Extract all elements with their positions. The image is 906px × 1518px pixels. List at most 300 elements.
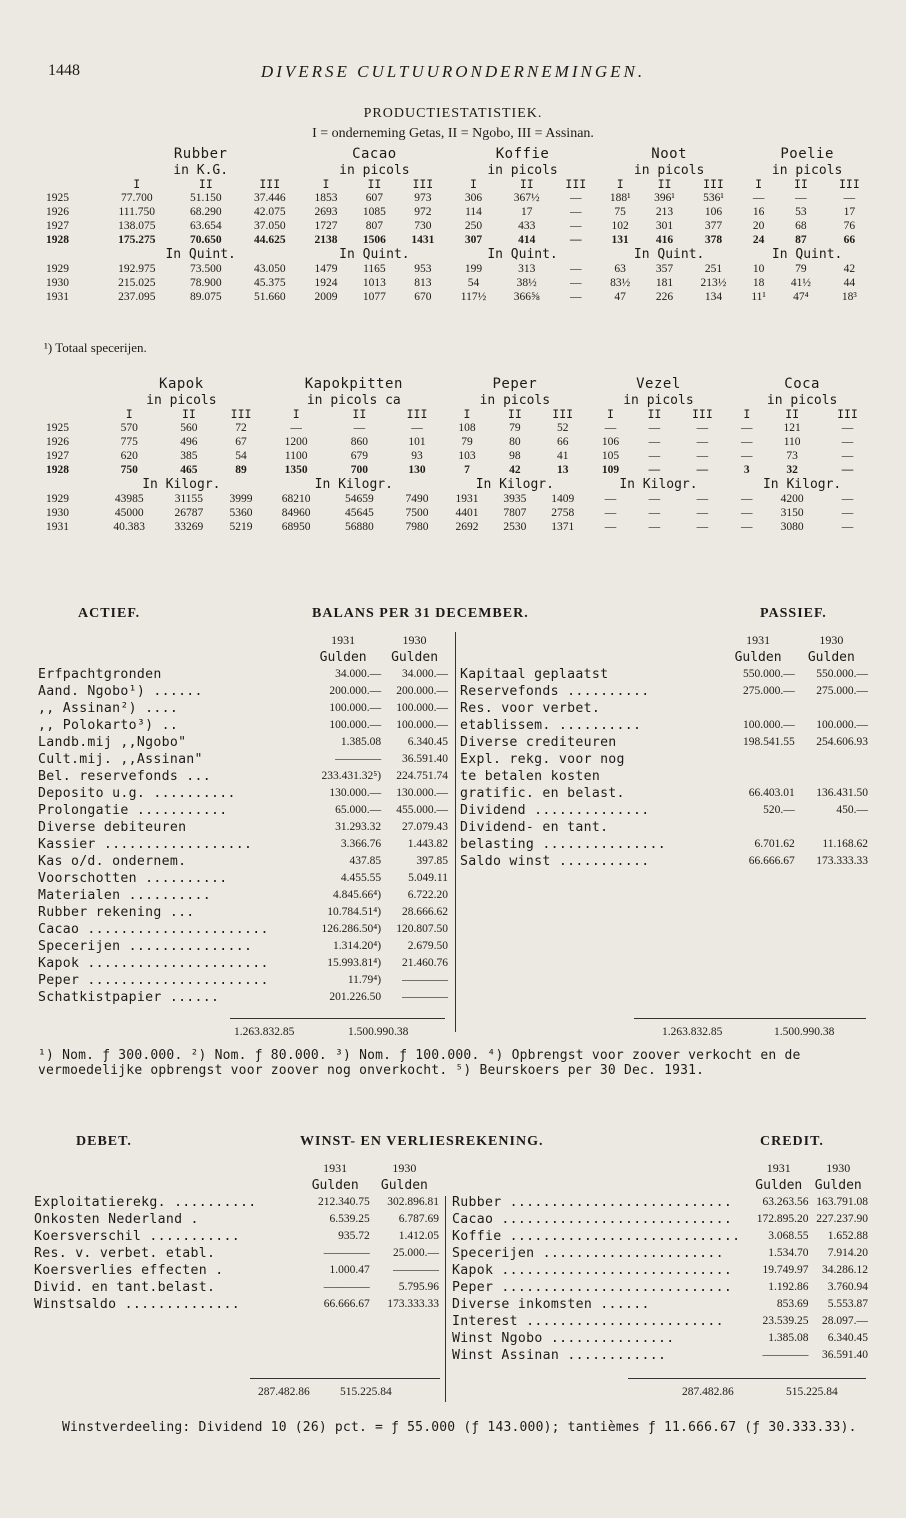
item-label: Bel. reservefonds ... bbox=[38, 769, 212, 784]
value-1930: 200.000.— bbox=[396, 685, 448, 697]
currency-header: Gulden bbox=[807, 650, 855, 665]
passief-row bbox=[460, 717, 868, 734]
value-cell: — bbox=[570, 192, 582, 205]
credit-label: CREDIT. bbox=[760, 1134, 824, 1149]
item-label: Kapitaal geplaatst bbox=[460, 667, 609, 682]
value-cell: 47 bbox=[614, 290, 626, 303]
value-cell: 1077 bbox=[362, 290, 386, 303]
value-1930: 163.791.08 bbox=[816, 1196, 868, 1208]
currency-header: Gulden bbox=[391, 650, 439, 665]
value-cell: — bbox=[841, 492, 854, 505]
spacer-cell bbox=[452, 1160, 749, 1177]
value-1930: 34.286.12 bbox=[822, 1264, 868, 1276]
year-header-row bbox=[38, 632, 448, 649]
crop-unit: in picols bbox=[146, 392, 217, 408]
passief-label: PASSIEF. bbox=[760, 606, 827, 621]
value-1930: 173.333.33 bbox=[816, 855, 868, 867]
currency-header-row bbox=[460, 649, 868, 666]
value-1931: 437.85 bbox=[349, 855, 382, 867]
running-title: DIVERSE CULTUURONDERNEMINGEN. bbox=[260, 62, 646, 81]
spacer-cell bbox=[44, 146, 100, 163]
value-cell: 1506 bbox=[362, 233, 386, 246]
production-legend: I = onderneming Getas, II = Ngobo, III = Assinan. bbox=[312, 126, 594, 141]
value-cell: 51.660 bbox=[253, 290, 286, 303]
currency-header-row bbox=[34, 1177, 439, 1194]
actief-row bbox=[38, 700, 448, 717]
year-cell: 1929 bbox=[46, 492, 69, 505]
year-cell: 1929 bbox=[46, 262, 69, 275]
value-cell: — bbox=[570, 276, 582, 289]
value-1930: 11.168.62 bbox=[822, 838, 868, 850]
sub-header: I bbox=[125, 407, 133, 422]
value-1930: 100.000.— bbox=[396, 719, 448, 731]
value-cell: 114 bbox=[465, 205, 482, 218]
actief-row bbox=[38, 751, 448, 768]
item-label: Peper ...................... bbox=[38, 973, 269, 988]
actief-row bbox=[38, 785, 448, 802]
actief-total-rule bbox=[230, 1018, 445, 1019]
year-cell: 1927 bbox=[46, 219, 69, 232]
value-1930: 27.079.43 bbox=[402, 821, 448, 833]
value-cell: 2009 bbox=[314, 290, 338, 303]
spacer-cell bbox=[44, 163, 100, 179]
value-cell: — bbox=[841, 463, 854, 476]
item-label: ,, Polokarto³) .. bbox=[38, 718, 179, 733]
value-cell: 98 bbox=[509, 449, 521, 462]
value-1931: 3.366.76 bbox=[340, 838, 382, 850]
value-cell: — bbox=[570, 262, 582, 275]
value-cell: 80 bbox=[509, 435, 521, 448]
value-cell: 42 bbox=[509, 463, 521, 476]
debet-total-1931: 287.482.86 bbox=[258, 1386, 310, 1398]
value-cell: 620 bbox=[120, 449, 138, 462]
value-cell: — bbox=[795, 192, 807, 205]
value-1931: 4.845.66⁴) bbox=[333, 889, 382, 901]
value-cell: 51.150 bbox=[190, 192, 222, 205]
value-cell: 366⅝ bbox=[513, 290, 540, 303]
value-cell: 4401 bbox=[455, 506, 479, 519]
value-1930: 1.652.88 bbox=[827, 1230, 868, 1242]
item-label: Res. voor verbet. bbox=[460, 701, 601, 716]
sub-header: II bbox=[519, 177, 534, 192]
value-1930: 550.000.— bbox=[816, 668, 868, 680]
value-cell: 130 bbox=[408, 463, 426, 476]
value-cell: 102 bbox=[611, 219, 629, 232]
value-1931: 126.286.50⁴) bbox=[321, 923, 382, 935]
table-row bbox=[44, 192, 874, 206]
value-cell: — bbox=[741, 492, 753, 505]
value-1931: 550.000.— bbox=[742, 668, 795, 680]
crop-name: Coca bbox=[784, 376, 820, 392]
unit-change-label: In Kilogr. bbox=[142, 477, 221, 493]
item-label: gratific. en belast. bbox=[460, 786, 625, 801]
unit-row bbox=[44, 393, 874, 409]
balance-actief-table bbox=[38, 632, 448, 1006]
value-1930: 28.666.62 bbox=[402, 906, 448, 918]
value-cell: 17 bbox=[843, 205, 856, 218]
value-cell: 972 bbox=[414, 205, 432, 218]
value-cell: 105 bbox=[601, 449, 620, 462]
value-cell: 199 bbox=[464, 262, 483, 275]
value-cell: 89.075 bbox=[190, 290, 222, 303]
value-1930: 3.760.94 bbox=[827, 1281, 868, 1293]
value-cell: — bbox=[741, 435, 753, 448]
value-cell: — bbox=[648, 435, 661, 448]
passief-row bbox=[460, 751, 868, 768]
value-cell: — bbox=[648, 463, 661, 476]
item-label: Koersverschil ........... bbox=[34, 1229, 240, 1244]
value-cell: 103 bbox=[458, 449, 476, 462]
crop-unit: in K.G. bbox=[173, 162, 229, 178]
item-label: Cult.mij. ,,Assinan" bbox=[38, 752, 203, 767]
unit-change-label: In Quint. bbox=[633, 247, 705, 263]
value-cell: 1931 bbox=[455, 492, 479, 505]
spacer-cell bbox=[38, 632, 305, 649]
value-cell: 93 bbox=[411, 449, 423, 462]
value-cell: — bbox=[696, 449, 709, 462]
year-cell: 1927 bbox=[46, 449, 69, 462]
value-1931: 1.385.08 bbox=[768, 1332, 809, 1344]
value-cell: 42.075 bbox=[253, 205, 286, 218]
passief-total-1931: 1.263.832.85 bbox=[662, 1026, 723, 1038]
value-cell: 67 bbox=[235, 435, 247, 448]
value-cell: — bbox=[841, 422, 854, 435]
value-cell: 5360 bbox=[229, 506, 253, 519]
value-cell: 433 bbox=[518, 219, 536, 232]
crop-unit: in picols bbox=[771, 162, 843, 178]
value-cell: 53 bbox=[795, 205, 807, 218]
value-1930: 397.85 bbox=[416, 855, 448, 867]
table-row bbox=[44, 291, 874, 305]
actief-total-1931: 1.263.832.85 bbox=[234, 1026, 295, 1038]
value-1930: 455.000.— bbox=[396, 804, 448, 816]
value-cell: 313 bbox=[518, 262, 536, 275]
value-cell: — bbox=[696, 435, 709, 448]
debet-row bbox=[34, 1211, 439, 1228]
crop-name: Cacao bbox=[352, 146, 397, 162]
value-cell: 32 bbox=[786, 463, 798, 476]
value-cell: 213 bbox=[655, 205, 674, 218]
sub-header: II bbox=[657, 177, 672, 192]
value-cell: 1853 bbox=[314, 192, 338, 205]
value-cell: 18 bbox=[752, 276, 765, 289]
value-cell: 37.446 bbox=[253, 192, 286, 205]
debet-row bbox=[34, 1279, 439, 1296]
currency-header: Gulden bbox=[319, 650, 367, 665]
value-cell: 131 bbox=[611, 233, 629, 246]
value-1930: ———— bbox=[393, 1264, 439, 1276]
item-label: Expl. rekg. voor nog bbox=[460, 752, 625, 767]
value-cell: 41 bbox=[556, 449, 569, 462]
credit-row bbox=[452, 1228, 868, 1245]
value-cell: 3 bbox=[743, 463, 750, 476]
actief-row bbox=[38, 904, 448, 921]
value-1930: 6.340.45 bbox=[827, 1332, 868, 1344]
unit-change-label: In Quint. bbox=[487, 247, 558, 263]
value-1931 bbox=[721, 768, 794, 785]
value-cell: 33269 bbox=[174, 520, 204, 533]
sub-header: III bbox=[703, 177, 724, 192]
value-cell: 416 bbox=[655, 233, 674, 246]
page-number: 1448 bbox=[48, 62, 80, 79]
item-label: Aand. Ngobo¹) ...... bbox=[38, 684, 203, 699]
value-cell: 188¹ bbox=[609, 192, 631, 205]
value-cell: 73.500 bbox=[190, 262, 222, 275]
credit-row bbox=[452, 1347, 868, 1364]
item-label: Peper ............................ bbox=[452, 1280, 733, 1295]
actief-total-1930: 1.500.990.38 bbox=[348, 1026, 409, 1038]
credit-row bbox=[452, 1330, 868, 1347]
value-1931: 15.993.81⁴) bbox=[327, 957, 382, 969]
value-cell: 1924 bbox=[314, 276, 338, 289]
balance-title: BALANS PER 31 DECEMBER. bbox=[312, 606, 529, 621]
actief-row bbox=[38, 972, 448, 989]
year-header-row bbox=[34, 1160, 439, 1177]
item-label: Res. v. verbet. etabl. bbox=[34, 1246, 216, 1261]
spacer-cell bbox=[460, 649, 721, 666]
value-1930: 21.460.76 bbox=[402, 957, 448, 969]
item-label: Winst Ngobo ............... bbox=[452, 1331, 675, 1346]
table-row bbox=[44, 493, 874, 507]
value-cell: 496 bbox=[180, 435, 198, 448]
balance-footnotes: ¹) Nom. ƒ 300.000. ²) Nom. ƒ 80.000. ³) Nom. ƒ 100.000. ⁴) Opbrengst voor zoover verkocht en de vermoedelijke opbrengst voor zoover nog onverkocht. ⁵) Beurskoers per 30 Dec. 1931. bbox=[38, 1048, 801, 1078]
sub-header: III bbox=[691, 407, 713, 422]
actief-row bbox=[38, 717, 448, 734]
value-cell: 813 bbox=[414, 276, 432, 289]
value-1930: 34.000.— bbox=[402, 668, 448, 680]
spacer-cell bbox=[452, 1177, 749, 1194]
year-header-row bbox=[452, 1160, 868, 1177]
value-cell: — bbox=[604, 492, 617, 505]
value-1930 bbox=[795, 700, 868, 717]
year-1931-header: 1931 bbox=[746, 633, 771, 647]
value-cell: 5219 bbox=[229, 520, 253, 533]
item-label: Voorschotten .......... bbox=[38, 871, 228, 886]
value-cell: 63.654 bbox=[190, 219, 222, 232]
unit-change-row bbox=[44, 247, 874, 263]
item-label: Winst Assinan ............ bbox=[452, 1348, 667, 1363]
crop-unit: in picols bbox=[633, 162, 705, 178]
value-1931: 3.068.55 bbox=[768, 1230, 809, 1242]
value-1931 bbox=[721, 819, 794, 836]
value-cell: 7500 bbox=[405, 506, 429, 519]
item-label: Reservefonds .......... bbox=[460, 684, 650, 699]
sub-header: III bbox=[230, 407, 252, 422]
passief-total-rule bbox=[634, 1018, 866, 1019]
value-cell: — bbox=[648, 492, 661, 505]
value-cell: — bbox=[696, 506, 709, 519]
item-label: Divid. en tant.belast. bbox=[34, 1280, 216, 1295]
credit-row bbox=[452, 1279, 868, 1296]
unit-change-label: In Kilogr. bbox=[619, 477, 698, 493]
value-cell: 4200 bbox=[780, 492, 804, 505]
value-cell: — bbox=[648, 520, 661, 533]
value-cell: 1013 bbox=[362, 276, 386, 289]
crop-name: Peper bbox=[492, 376, 538, 392]
value-cell: 1100 bbox=[284, 449, 308, 462]
sub-header: III bbox=[552, 407, 574, 422]
value-cell: 357 bbox=[655, 262, 674, 275]
value-cell: 37.050 bbox=[253, 219, 286, 232]
sub-header: II bbox=[367, 177, 382, 192]
value-cell: 75 bbox=[614, 205, 626, 218]
value-cell: — bbox=[604, 422, 617, 435]
value-cell: — bbox=[604, 520, 617, 533]
table-row bbox=[44, 422, 874, 436]
sub-header: II bbox=[181, 407, 196, 422]
value-cell: 414 bbox=[518, 233, 536, 246]
value-cell: 78.900 bbox=[190, 276, 222, 289]
value-cell: — bbox=[648, 449, 661, 462]
value-cell: 7980 bbox=[405, 520, 429, 533]
value-cell: 1371 bbox=[551, 520, 575, 533]
value-cell: 7807 bbox=[503, 506, 527, 519]
item-label: Specerijen ............... bbox=[38, 939, 253, 954]
value-cell: 134 bbox=[704, 290, 723, 303]
value-1931: 19.749.97 bbox=[762, 1264, 809, 1276]
value-cell: 192.975 bbox=[118, 262, 156, 275]
value-cell: 43985 bbox=[114, 492, 144, 505]
year-cell: 1925 bbox=[46, 192, 69, 205]
value-cell: 1479 bbox=[314, 262, 338, 275]
value-1930: 28.097.— bbox=[822, 1315, 868, 1327]
value-cell: 101 bbox=[408, 435, 426, 448]
actief-row bbox=[38, 836, 448, 853]
unit-row bbox=[44, 163, 874, 179]
spacer-cell bbox=[44, 393, 98, 409]
value-cell: 117½ bbox=[460, 290, 487, 303]
value-cell: — bbox=[648, 422, 661, 435]
spacer-cell bbox=[44, 408, 98, 422]
value-1931: 130.000.— bbox=[329, 787, 382, 799]
currency-header-row bbox=[452, 1177, 868, 1194]
value-1931: 1.385.08 bbox=[340, 736, 382, 748]
value-1931: 198.541.55 bbox=[742, 736, 795, 748]
unit-change-row bbox=[44, 477, 874, 493]
value-cell: 31155 bbox=[174, 492, 204, 505]
item-label: Rubber rekening ... bbox=[38, 905, 195, 920]
value-cell: 251 bbox=[704, 262, 723, 275]
value-1931: 1.000.47 bbox=[329, 1264, 370, 1276]
value-cell: 26787 bbox=[174, 506, 204, 519]
value-1931: ———— bbox=[762, 1349, 809, 1361]
value-cell: 3999 bbox=[229, 492, 253, 505]
value-1931 bbox=[721, 700, 794, 717]
value-cell: 45645 bbox=[344, 506, 374, 519]
value-cell: 110 bbox=[783, 435, 801, 448]
value-1931: 100.000.— bbox=[742, 719, 795, 731]
value-cell: 44 bbox=[843, 276, 856, 289]
value-cell: 306 bbox=[464, 192, 483, 205]
value-1930: 36.591.40 bbox=[822, 1349, 868, 1361]
value-cell: 237.095 bbox=[118, 290, 156, 303]
item-label: Koersverlies effecten . bbox=[34, 1263, 224, 1278]
debet-total-rule bbox=[250, 1378, 440, 1379]
production-title: PRODUCTIESTATISTIEK. bbox=[363, 106, 543, 121]
item-label: Specerijen ...................... bbox=[452, 1246, 724, 1261]
item-label: Diverse debiteuren bbox=[38, 820, 187, 835]
value-1930 bbox=[795, 768, 868, 785]
currency-header-row bbox=[38, 649, 448, 666]
value-cell: 1350 bbox=[284, 463, 308, 476]
value-cell: 377 bbox=[704, 219, 723, 232]
value-cell: 41½ bbox=[790, 276, 811, 289]
year-1931-header: 1931 bbox=[766, 1161, 791, 1175]
year-1931-header: 1931 bbox=[323, 1161, 348, 1175]
value-cell: — bbox=[696, 463, 709, 476]
debet-label: DEBET. bbox=[76, 1134, 132, 1149]
value-cell: — bbox=[841, 520, 854, 533]
value-cell: 54659 bbox=[344, 492, 374, 505]
value-cell: 465 bbox=[180, 463, 198, 476]
production-table-1 bbox=[44, 146, 874, 304]
crop-unit: in picols bbox=[623, 392, 694, 408]
table-row bbox=[44, 436, 874, 450]
sub-header: III bbox=[838, 177, 860, 192]
item-label: Kapok ............................ bbox=[452, 1263, 733, 1278]
value-cell: 670 bbox=[414, 290, 432, 303]
value-cell: 2138 bbox=[314, 233, 338, 246]
value-cell: 3080 bbox=[780, 520, 804, 533]
actief-row bbox=[38, 887, 448, 904]
value-cell: 56880 bbox=[344, 520, 374, 533]
value-cell: 13 bbox=[556, 463, 569, 476]
crop-unit: in picols bbox=[766, 392, 838, 408]
actief-row bbox=[38, 819, 448, 836]
value-cell: 68950 bbox=[281, 520, 311, 533]
value-1930: 5.795.96 bbox=[398, 1281, 439, 1293]
crop-name: Kapokpitten bbox=[304, 376, 403, 392]
value-1930: ———— bbox=[402, 991, 448, 1003]
passief-total-1930: 1.500.990.38 bbox=[774, 1026, 835, 1038]
item-label: Prolongatie ........... bbox=[38, 803, 228, 818]
item-label: Kas o/d. ondernem. bbox=[38, 854, 187, 869]
value-cell: 250 bbox=[464, 219, 483, 232]
value-cell: 18³ bbox=[841, 290, 857, 303]
value-1931: 6.701.62 bbox=[754, 838, 795, 850]
value-1931: 10.784.51⁴) bbox=[327, 906, 382, 918]
value-1931: 233.431.32⁵) bbox=[321, 770, 382, 782]
sub-header: I bbox=[755, 177, 763, 192]
crop-name: Vezel bbox=[636, 376, 681, 392]
value-cell: 44.625 bbox=[253, 233, 286, 246]
value-cell: 10 bbox=[752, 262, 765, 275]
value-cell: 750 bbox=[120, 463, 138, 476]
passief-row bbox=[460, 819, 868, 836]
value-cell: 20 bbox=[752, 219, 765, 232]
year-1930-header: 1930 bbox=[819, 633, 844, 647]
value-cell: — bbox=[741, 506, 753, 519]
value-1931: 65.000.— bbox=[335, 804, 382, 816]
value-cell: 121 bbox=[783, 422, 801, 435]
value-1931: 275.000.— bbox=[742, 685, 795, 697]
passief-row bbox=[460, 785, 868, 802]
value-cell: 54 bbox=[235, 449, 247, 462]
value-cell: 181 bbox=[655, 276, 674, 289]
value-1931: ———— bbox=[335, 753, 382, 765]
item-label: Schatkistpapier ...... bbox=[38, 990, 220, 1005]
value-1931: 66.666.67 bbox=[323, 1298, 370, 1310]
value-cell: — bbox=[752, 192, 765, 205]
value-1931: ———— bbox=[323, 1247, 370, 1259]
passief-row bbox=[460, 700, 868, 717]
pl-credit-table bbox=[452, 1160, 868, 1364]
pl-title: WINST- EN VERLIESREKENING. bbox=[300, 1134, 544, 1149]
sub-header: I bbox=[463, 407, 471, 422]
value-cell: 38½ bbox=[516, 276, 537, 289]
crop-name: Poelie bbox=[780, 146, 834, 162]
value-cell: 807 bbox=[365, 219, 384, 232]
